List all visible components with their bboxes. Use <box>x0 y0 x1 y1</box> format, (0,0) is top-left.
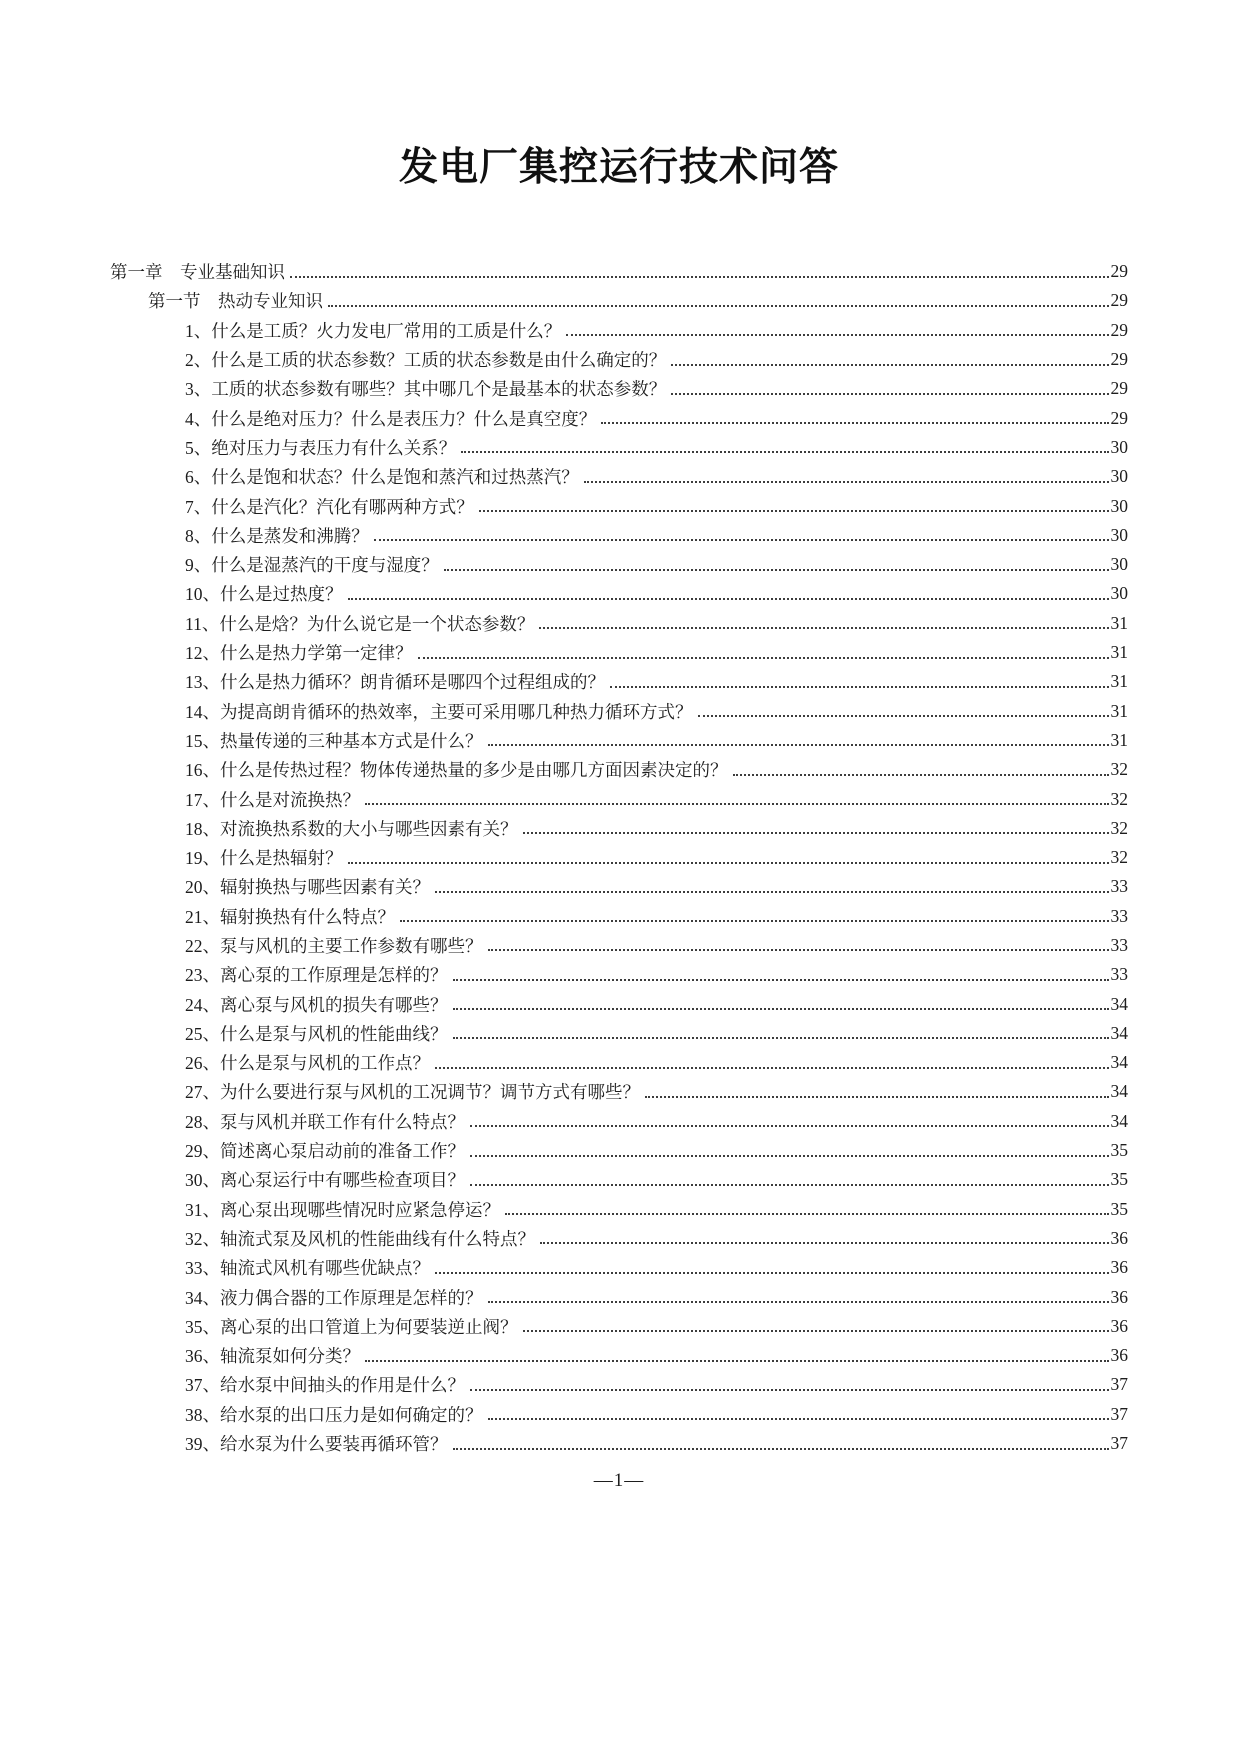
toc-entry-text: 38、给水泵的出口压力是如何确定的？ <box>185 1404 483 1425</box>
toc-leader-dots <box>470 1389 1109 1391</box>
toc-entry <box>110 462 1128 491</box>
toc-entry <box>110 491 1128 520</box>
toc-entry-text: 23、离心泵的工作原理是怎样的？ <box>185 965 448 986</box>
toc-entry <box>110 784 1128 813</box>
page-number-footer: —1— <box>593 1470 645 1492</box>
toc-entry <box>110 1107 1128 1136</box>
toc-entry-page: 37 <box>1110 1433 1128 1454</box>
toc-leader-dots <box>733 774 1109 776</box>
toc-entry-text: 18、对流换热系数的大小与哪些因素有关？ <box>185 818 518 839</box>
toc-leader-dots <box>671 364 1108 366</box>
toc-entry <box>110 989 1128 1018</box>
toc-leader-dots <box>540 1242 1109 1244</box>
toc-entry-text: 36、轴流泵如何分类？ <box>185 1346 360 1367</box>
toc-entry <box>110 550 1128 579</box>
toc-entry-text: 第一节 热动专业知识 <box>148 291 323 312</box>
toc-entry-page: 36 <box>1110 1345 1128 1366</box>
toc-entry-page: 35 <box>1110 1198 1128 1219</box>
toc-entry-text: 1、什么是工质？火力发电厂常用的工质是什么？ <box>185 320 562 341</box>
toc-leader-dots <box>539 627 1108 629</box>
toc-leader-dots <box>418 657 1109 659</box>
toc-entry-page: 37 <box>1110 1374 1128 1395</box>
toc-entry-page: 30 <box>1110 466 1128 487</box>
toc-entry-page: 34 <box>1110 1110 1128 1131</box>
toc-leader-dots <box>365 1360 1109 1362</box>
toc-entry-text: 27、为什么要进行泵与风机的工况调节？调节方式有哪些？ <box>185 1082 640 1103</box>
toc-entry-page: 31 <box>1110 642 1128 663</box>
toc-entry <box>110 374 1128 403</box>
toc-entry-text: 17、什么是对流换热？ <box>185 789 360 810</box>
toc-entry <box>110 1048 1128 1077</box>
toc-leader-dots <box>290 276 1109 278</box>
toc-entry-page: 31 <box>1110 612 1128 633</box>
toc-leader-dots <box>523 832 1109 834</box>
toc-leader-dots <box>488 1301 1109 1303</box>
toc-leader-dots <box>470 1155 1109 1157</box>
toc-leader-dots <box>505 1213 1109 1215</box>
toc-entry-text: 6、什么是饱和状态？什么是饱和蒸汽和过热蒸汽？ <box>185 467 579 488</box>
toc-entry <box>110 1195 1128 1224</box>
toc-entry-page: 34 <box>1110 1052 1128 1073</box>
toc-entry-text: 24、离心泵与风机的损失有哪些？ <box>185 994 448 1015</box>
toc-entry-page: 34 <box>1110 1022 1128 1043</box>
toc-entry-page: 29 <box>1110 407 1128 428</box>
toc-entry-text: 2、什么是工质的状态参数？工质的状态参数是由什么确定的？ <box>185 350 667 371</box>
toc-entry <box>110 872 1128 901</box>
toc-entry <box>110 902 1128 931</box>
toc-entry <box>110 814 1128 843</box>
toc-entry-text: 5、绝对压力与表压力有什么关系？ <box>185 437 457 458</box>
toc-entry-text: 30、离心泵运行中有哪些检查项目？ <box>185 1170 465 1191</box>
toc-entry-page: 29 <box>1110 290 1128 311</box>
toc-entry <box>110 1429 1128 1458</box>
toc-entry-page: 30 <box>1110 495 1128 516</box>
toc-entry-text: 37、给水泵中间抽头的作用是什么？ <box>185 1375 465 1396</box>
toc-leader-dots <box>435 891 1109 893</box>
toc-entry <box>110 1312 1128 1341</box>
toc-leader-dots <box>488 744 1109 746</box>
toc-entry-page: 36 <box>1110 1257 1128 1278</box>
toc-entry <box>110 1253 1128 1282</box>
toc-entry-page: 36 <box>1110 1315 1128 1336</box>
toc-leader-dots <box>698 715 1109 717</box>
toc-entry-page: 30 <box>1110 436 1128 457</box>
toc-entry-page: 34 <box>1110 1081 1128 1102</box>
toc-entry-page: 32 <box>1110 788 1128 809</box>
toc-entry <box>110 316 1128 345</box>
document-title: 发电厂集控运行技术问答 <box>398 146 839 189</box>
toc-entry <box>110 696 1128 725</box>
toc-leader-dots <box>523 1330 1109 1332</box>
toc-entry <box>110 1136 1128 1165</box>
toc-leader-dots <box>435 1067 1109 1069</box>
toc-entry-page: 32 <box>1110 847 1128 868</box>
toc-leader-dots <box>348 862 1109 864</box>
toc-entry-page: 30 <box>1110 554 1128 575</box>
toc-entry-text: 34、液力偶合器的工作原理是怎样的？ <box>185 1287 483 1308</box>
toc-leader-dots <box>488 949 1109 951</box>
toc-entry <box>110 755 1128 784</box>
toc-leader-dots <box>348 598 1109 600</box>
toc-entry-page: 30 <box>1110 583 1128 604</box>
toc-entry-page: 33 <box>1110 876 1128 897</box>
toc-entry-text: 15、热量传递的三种基本方式是什么？ <box>185 730 483 751</box>
toc-entry <box>110 1282 1128 1311</box>
toc-entry <box>110 667 1128 696</box>
toc-entry <box>110 960 1128 989</box>
toc-leader-dots <box>610 686 1109 688</box>
toc-entry-text: 28、泵与风机并联工作有什么特点？ <box>185 1111 465 1132</box>
toc-entry <box>110 1077 1128 1106</box>
toc-entry-text: 13、什么是热力循环？朗肯循环是哪四个过程组成的？ <box>185 672 605 693</box>
toc-leader-dots <box>566 334 1108 336</box>
toc-entry-text: 32、轴流式泵及风机的性能曲线有什么特点？ <box>185 1228 535 1249</box>
toc-entry-page: 29 <box>1110 261 1128 282</box>
toc-leader-dots <box>645 1096 1109 1098</box>
toc-entry-text: 20、辐射换热与哪些因素有关？ <box>185 877 430 898</box>
toc-entry <box>110 931 1128 960</box>
toc-leader-dots <box>400 920 1109 922</box>
toc-entry-page: 33 <box>1110 905 1128 926</box>
toc-leader-dots <box>601 422 1108 424</box>
toc-entry <box>110 404 1128 433</box>
toc-leader-dots <box>453 1448 1109 1450</box>
toc-entry-page: 37 <box>1110 1403 1128 1424</box>
toc-entry <box>110 1019 1128 1048</box>
toc-entry <box>110 638 1128 667</box>
toc-leader-dots <box>671 393 1108 395</box>
toc-entry <box>110 579 1128 608</box>
toc-entry-text: 31、离心泵出现哪些情况时应紧急停运？ <box>185 1199 500 1220</box>
toc-leader-dots <box>584 481 1109 483</box>
toc-leader-dots <box>444 569 1109 571</box>
toc-entry-text: 第一章 专业基础知识 <box>110 262 285 283</box>
toc-list <box>110 257 1128 1458</box>
toc-entry-text: 22、泵与风机的主要工作参数有哪些？ <box>185 935 483 956</box>
toc-entry-page: 29 <box>1110 349 1128 370</box>
toc-leader-dots <box>488 1418 1109 1420</box>
toc-leader-dots <box>470 1184 1109 1186</box>
toc-entry-page: 34 <box>1110 993 1128 1014</box>
toc-entry-text: 33、轴流式风机有哪些优缺点？ <box>185 1258 430 1279</box>
toc-entry-text: 29、简述离心泵启动前的准备工作？ <box>185 1141 465 1162</box>
toc-entry <box>110 609 1128 638</box>
toc-entry <box>110 433 1128 462</box>
toc-entry <box>110 1224 1128 1253</box>
toc-leader-dots <box>374 539 1109 541</box>
toc-entry-text: 4、什么是绝对压力？什么是表压力？什么是真空度？ <box>185 408 597 429</box>
toc-entry-page: 31 <box>1110 671 1128 692</box>
toc-entry-text: 39、给水泵为什么要装再循环管？ <box>185 1434 448 1455</box>
toc-entry-text: 11、什么是焓？为什么说它是一个状态参数？ <box>185 613 535 634</box>
toc-entry-text: 12、什么是热力学第一定律？ <box>185 643 413 664</box>
toc-leader-dots <box>453 1008 1109 1010</box>
toc-entry-page: 31 <box>1110 729 1128 750</box>
toc-entry-text: 9、什么是湿蒸汽的干度与湿度？ <box>185 555 439 576</box>
toc-leader-dots <box>453 1037 1109 1039</box>
toc-entry-text: 10、什么是过热度？ <box>185 584 343 605</box>
toc-leader-dots <box>479 510 1109 512</box>
toc-entry-text: 25、什么是泵与风机的性能曲线？ <box>185 1023 448 1044</box>
toc-entry-text: 26、什么是泵与风机的工作点？ <box>185 1053 430 1074</box>
toc-entry-text: 8、什么是蒸发和沸腾？ <box>185 525 369 546</box>
toc-entry <box>110 1400 1128 1429</box>
toc-entry-page: 29 <box>1110 319 1128 340</box>
toc-entry-text: 3、工质的状态参数有哪些？其中哪几个是最基本的状态参数？ <box>185 379 667 400</box>
toc-entry <box>110 1370 1128 1399</box>
toc-entry-page: 33 <box>1110 964 1128 985</box>
toc-entry-text: 14、为提高朗肯循环的热效率，主要可采用哪几种热力循环方式？ <box>185 701 693 722</box>
toc-leader-dots <box>453 979 1109 981</box>
toc-entry <box>110 345 1128 374</box>
toc-entry-page: 29 <box>1110 378 1128 399</box>
toc-entry-text: 19、什么是热辐射？ <box>185 848 343 869</box>
toc-entry-text: 16、什么是传热过程？物体传递热量的多少是由哪几方面因素决定的？ <box>185 760 728 781</box>
toc-entry-page: 36 <box>1110 1227 1128 1248</box>
toc-entry <box>110 286 1128 315</box>
toc-entry-page: 35 <box>1110 1140 1128 1161</box>
toc-entry-page: 32 <box>1110 817 1128 838</box>
toc-entry <box>110 726 1128 755</box>
toc-entry-page: 31 <box>1110 700 1128 721</box>
toc-entry-page: 30 <box>1110 524 1128 545</box>
toc-entry-page: 36 <box>1110 1286 1128 1307</box>
toc-entry-page: 35 <box>1110 1169 1128 1190</box>
toc-leader-dots <box>435 1272 1109 1274</box>
toc-entry-text: 35、离心泵的出口管道上为何要装逆止阀？ <box>185 1316 518 1337</box>
toc-leader-dots <box>328 305 1109 307</box>
toc-entry-page: 32 <box>1110 759 1128 780</box>
toc-entry <box>110 257 1128 286</box>
toc-entry <box>110 1165 1128 1194</box>
toc-entry-text: 21、辐射换热有什么特点？ <box>185 906 395 927</box>
toc-leader-dots <box>461 451 1108 453</box>
toc-leader-dots <box>470 1125 1109 1127</box>
toc-entry-page: 33 <box>1110 934 1128 955</box>
toc-entry-text: 7、什么是汽化？汽化有哪两种方式？ <box>185 496 474 517</box>
toc-entry <box>110 521 1128 550</box>
toc-entry <box>110 843 1128 872</box>
toc-leader-dots <box>365 803 1109 805</box>
toc-entry <box>110 1341 1128 1370</box>
